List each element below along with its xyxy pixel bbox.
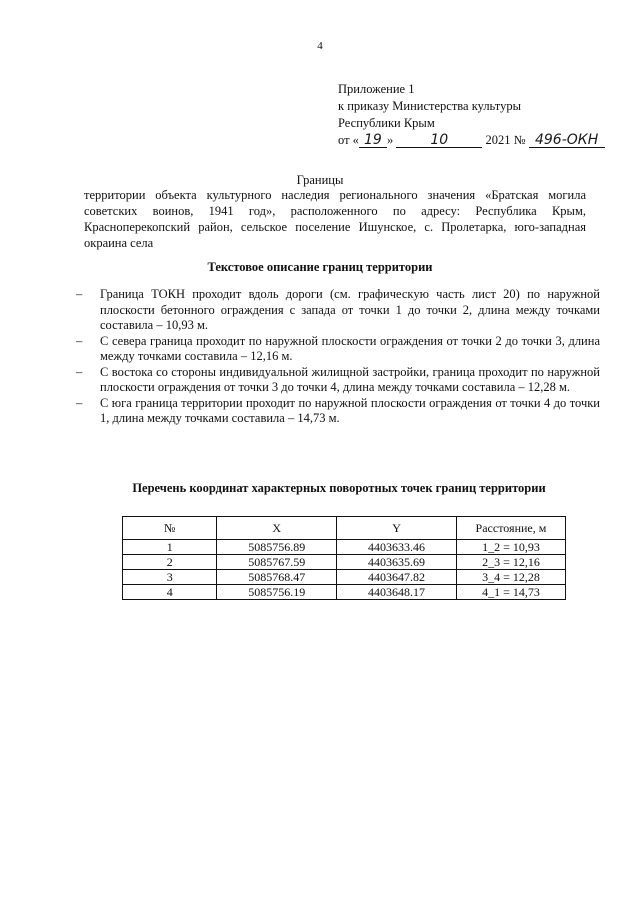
list-dash: –: [76, 333, 83, 348]
list-item: [76, 334, 600, 365]
header-number: №: [123, 517, 217, 540]
document-title: Границы: [296, 173, 344, 187]
header-y: Y: [337, 517, 457, 540]
cell-x: 5085756.19: [217, 585, 337, 600]
coordinates-table: [122, 516, 566, 600]
date-year: 2021 №: [485, 133, 526, 147]
list-item-text: Граница ТОКН проходит вдоль дороги (см. графическую часть лист 20) по наружной плоскости бетонного ограждения с запада от точки 1 до точки 2, длина между точками составила – 10,93 м.: [100, 287, 600, 332]
table-row: [123, 570, 566, 585]
cell-y: 4403647.82: [337, 570, 457, 585]
cell-y: 4403635.69: [337, 555, 457, 570]
table-row: [123, 540, 566, 555]
document-subtitle: территории объекта культурного наследия регионального значения «Братская могила советских воинов, 1941 год», расположенного по адресу: Республика Крым, Красноперекопский район, сельское поселение Ишунское, с. Пролетарка, юго-западная окраина села: [84, 188, 586, 250]
handwritten-order-number: 496-ОКН: [529, 133, 605, 148]
table-row: [123, 585, 566, 600]
table-title: Перечень координат характерных поворотных точек границ территории: [132, 481, 546, 495]
cell-y: 4403633.46: [337, 540, 457, 555]
list-item: [76, 365, 600, 396]
cell-distance: 1_2 = 10,93: [456, 540, 565, 555]
table-header-row: [123, 517, 566, 540]
table-row: [123, 555, 566, 570]
cell-distance: 2_3 = 12,16: [456, 555, 565, 570]
list-dash: –: [76, 287, 83, 301]
page-number: 4: [317, 40, 323, 52]
list-item-text: С востока со стороны индивидуальной жилищной застройки, граница проходит по наружной плоскости ограждения от точки 3 до точки 4, длина между точками составила – 12,28 м.: [100, 364, 600, 394]
appendix-line-1: Приложение 1: [338, 82, 415, 96]
cell-number: 1: [123, 540, 217, 555]
handwritten-day: 19: [359, 133, 387, 148]
header-distance: Расстояние, м: [456, 517, 565, 540]
cell-distance: 4_1 = 14,73: [456, 585, 565, 600]
cell-x: 5085768.47: [217, 570, 337, 585]
list-item: [76, 287, 600, 334]
handwritten-month: 10: [396, 133, 482, 148]
list-item-text: С севера граница проходит по наружной плоскости ограждения от точки 2 до точки 3, длина между точками составила – 12,16 м.: [100, 333, 600, 363]
appendix-line-2: к приказу Министерства культуры: [338, 99, 521, 113]
cell-x: 5085767.59: [217, 555, 337, 570]
cell-number: 3: [123, 570, 217, 585]
date-prefix: от «: [338, 133, 359, 147]
cell-number: 4: [123, 585, 217, 600]
cell-number: 2: [123, 555, 217, 570]
section-title: Текстовое описание границ территории: [207, 260, 433, 274]
cell-distance: 3_4 = 12,28: [456, 570, 565, 585]
cell-x: 5085756.89: [217, 540, 337, 555]
appendix-block: [338, 81, 605, 149]
list-dash: –: [76, 395, 83, 410]
cell-y: 4403648.17: [337, 585, 457, 600]
appendix-date-line: [338, 132, 605, 149]
appendix-line-3: Республики Крым: [338, 116, 435, 130]
list-item-text: С юга граница территории проходит по наружной плоскости ограждения от точки 4 до точки 1, длина между точками составила – 14,73 м.: [100, 395, 600, 425]
list-dash: –: [76, 364, 83, 379]
list-item: [76, 396, 600, 427]
header-x: X: [217, 517, 337, 540]
boundary-description-list: [76, 287, 600, 427]
date-day-suffix: »: [386, 133, 394, 147]
